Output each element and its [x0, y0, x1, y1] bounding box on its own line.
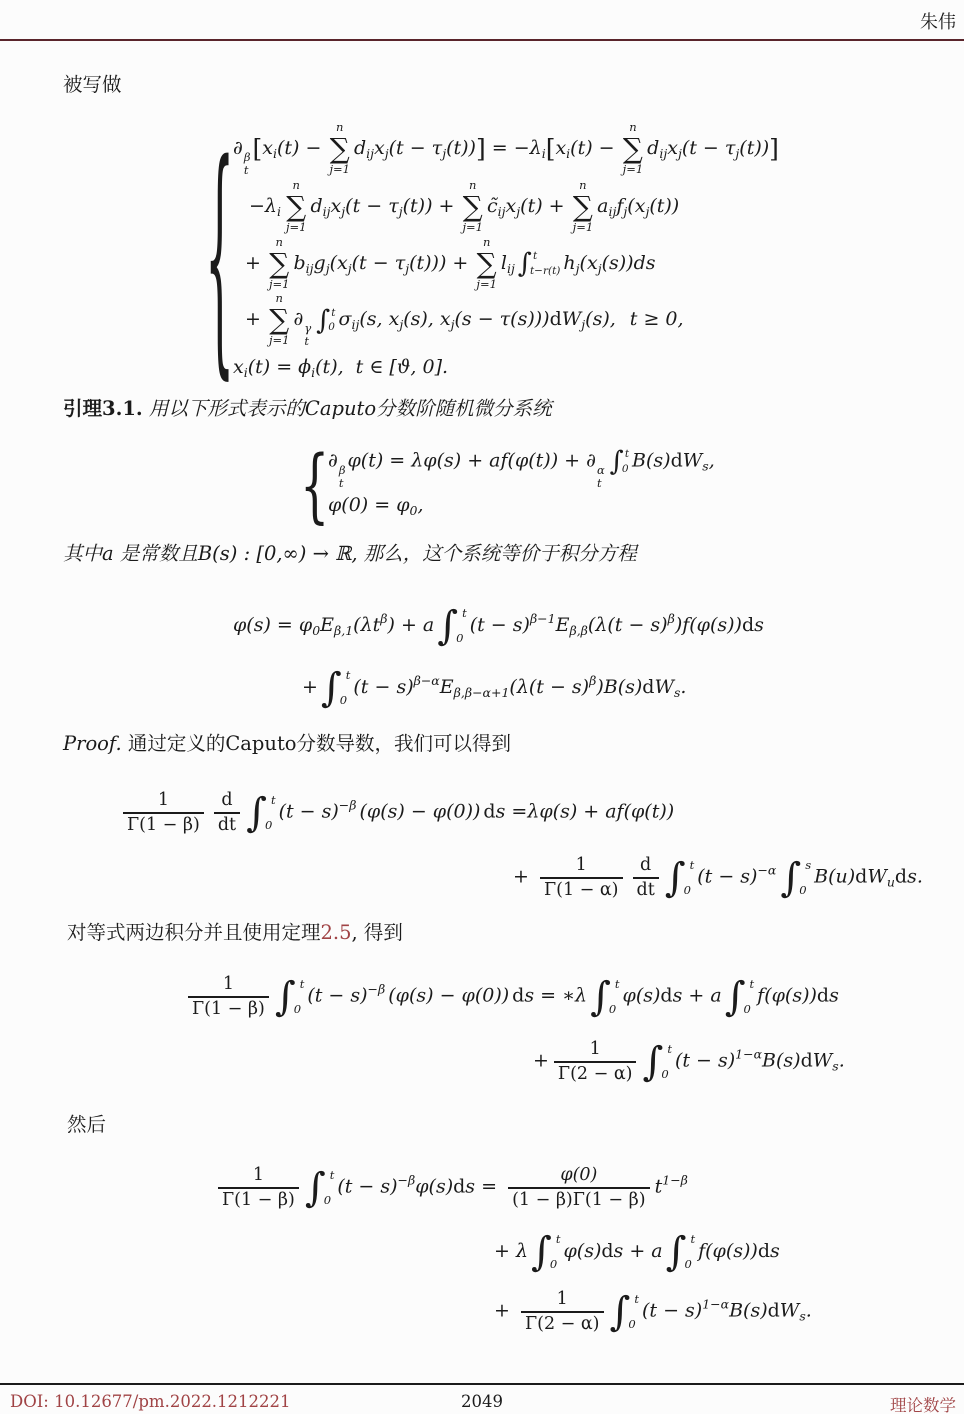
footer-rule	[0, 1383, 964, 1385]
footer-page-number: 2049	[461, 1392, 503, 1411]
equation-line: ∂ β t [$x_i(t)$ − n ∑ j=1 $d_{ij}x_j(t - \tau_j(t))] = -\lambda_i[x_i(t)$ − n ∑ j=1 $d_{ij}x_j(t - \tau_j(t))$]	[233, 119, 779, 177]
left-brace-icon: {	[205, 108, 235, 401]
equation-system-lemma	[300, 437, 715, 533]
equation-proof-step1	[0, 780, 964, 910]
equation-integral-form	[0, 594, 964, 718]
equation-line: $x_i(t) = \phi_i(t)$, t ∈ [ϑ, 0].	[233, 356, 449, 381]
left-brace-icon: {	[300, 437, 330, 533]
integrate-paragraph	[67, 920, 403, 945]
intro-paragraph: 被写做	[63, 73, 122, 96]
integrate-pre-text: 对等式两边积分并且使用定理	[67, 921, 321, 944]
equation-line: + λ ∫ t 0 φ(s)ds + a ∫ t 0 f(φ(s))ds	[494, 1229, 780, 1275]
equation-line: + ∫ t 0 $(t - s)^{\beta-\alpha}E_{\beta,\beta-\alpha+1}(\lambda(t - s)^\beta)B(s)dW_s$.	[302, 665, 687, 711]
header-rule	[0, 39, 964, 41]
equation-proof-step2	[0, 963, 964, 1093]
footer-journal-name: 理论数学	[890, 1396, 956, 1414]
equation-line: $\frac{1}{\Gamma(1 - \beta)}$ ∫ t 0 $(t - s)^{-\beta}$ (φ(s) − φ(0)) ds = ∗λ ∫ t 0 φ(s)ds + a ∫ t 0 f(φ(s))ds	[0, 963, 964, 1031]
equation-line: + $\frac{1}{\Gamma(2 - \alpha)}$ ∫ t 0 $(t - s)^{1-\alpha}B(s)dW_s$.	[494, 1289, 812, 1335]
lemma-heading	[63, 396, 552, 421]
equation-line: $-\lambda_i$ n ∑ j=1 $d_{ij}x_j(t - \tau_j(t))$ + n ∑ j=1 $c̃_{ij}x_j(t)$ + n ∑ j=1 $a_{ij}f_j(x_j(t))$	[249, 177, 680, 234]
equation-line: $\varphi(s) = \varphi_0E_{\beta,1}(\lambda t^\beta) + a$ ∫ t 0 $(t - s)^{\beta-1}E_{\beta,\beta}(\lambda(t - s)^\beta)f(\varphi(s))ds$	[233, 603, 764, 649]
condition-paragraph: 其中a 是常数且B(s) : [0,∞) → ℝ, 那么，这个系统等价于积分方程	[63, 542, 637, 565]
proof-label: Proof.	[63, 732, 122, 755]
equation-proof-step3	[0, 1153, 964, 1343]
equation-line: $\frac{1}{\Gamma(1 - \beta)}$ $\frac{d}{dt}$ ∫ t 0 $(t - s)^{-\beta}$ (φ(s) − φ(0)) ds =λφ(s) + af(φ(t))	[0, 780, 964, 846]
running-head-author: 朱伟	[920, 12, 956, 33]
equation-line: ∂ β t φ(t) = λφ(s) + af(φ(t)) + ∂ α t ∫ t 0 $B(s)dW_s$,	[328, 446, 715, 490]
equation-line: + n ∑ j=1 $b_{ij}g_j(x_j(t - \tau_j(t)))$ + n ∑ j=1 $l_{ij}$ ∫ t t−r(t) $h_j(x_j(s))ds$	[245, 234, 656, 291]
equation-system-network	[205, 108, 779, 401]
equation-line: $\varphi(0) = \varphi_0$,	[328, 494, 424, 519]
proof-text: 通过定义的Caputo分数导数，我们可以得到	[121, 732, 512, 755]
footer-doi-link[interactable]: DOI: 10.12677/pm.2022.1212221	[10, 1392, 291, 1411]
equation-line: + n ∑ j=1 ∂ γ t ∫ t 0 $\sigma_{ij}(s$, $x_j(s)$, $x_j(s - \tau(s)))dW_j(s)$, t ≥ 0,	[245, 291, 684, 349]
equation-line: $\frac{1}{\Gamma(1 - \beta)}$ ∫ t 0 $(t - s)^{-\beta}\varphi(s)ds$ = $\frac{\varphi(0)}{(1 - \beta)\Gamma(1 - \beta)}$ $t^{1-\beta}$	[0, 1153, 964, 1223]
proof-paragraph	[63, 731, 511, 756]
integrate-post-text: , 得到	[351, 921, 403, 944]
equation-line: + $\frac{1}{\Gamma(1 - \alpha)}$ $\frac{d}{dt}$ ∫ t 0 $(t - s)^{-\alpha}$ ∫ s 0 $B(u)dW_uds$.	[513, 855, 923, 901]
then-paragraph: 然后	[67, 1113, 107, 1136]
lemma-text: 用以下形式表示的Caputo分数阶随机微分系统	[142, 397, 552, 420]
theorem-ref-link[interactable]: 2.5	[320, 921, 352, 944]
lemma-label: 引理3.1.	[63, 397, 143, 420]
equation-line: + $\frac{1}{\Gamma(2 - \alpha)}$ ∫ t 0 $(t - s)^{1-\alpha}B(s)dW_s$.	[533, 1039, 845, 1085]
